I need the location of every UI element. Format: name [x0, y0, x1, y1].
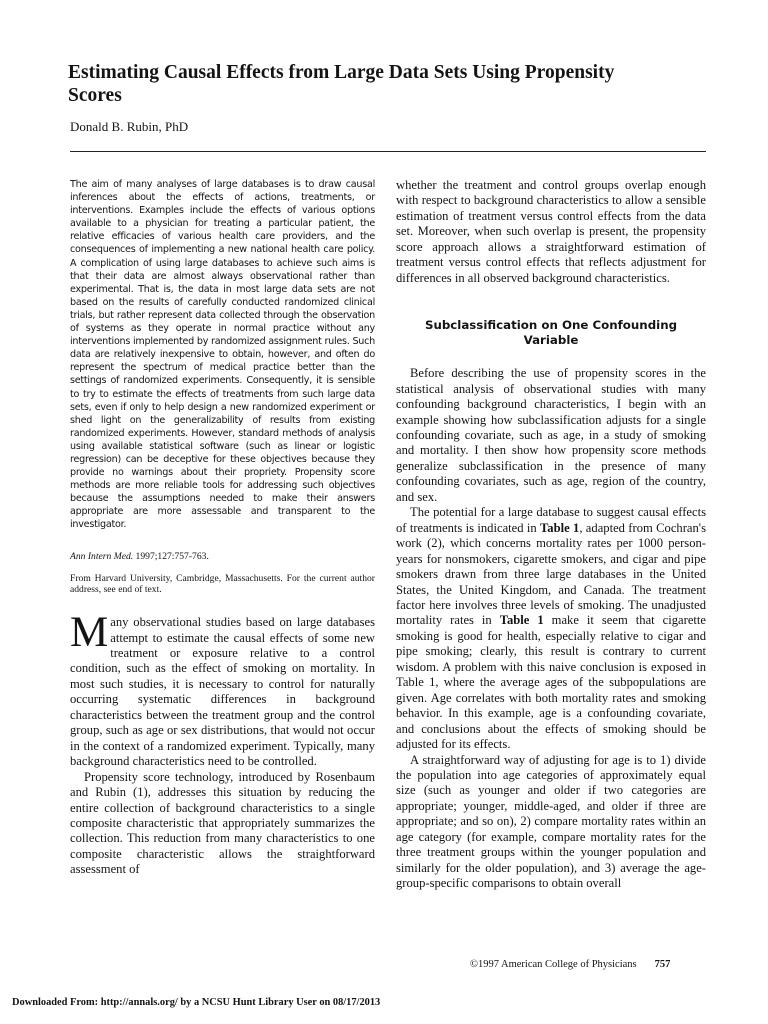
abstract: The aim of many analyses of large databases is to draw causal inferences about the effects of actions, treatments, or interventions. Examples include the effects of various options available to a physician for treating a particular patient, the relative efficacies of various health care providers, and the consequences of implementing a new national health care policy. A complication of using large databases to achieve such aims is that their data are almost always observational rather than experimental. That is, the data in most large data sets are not based on the results of carefully conducted randomized clinical trials, but rather represent data collected through the observation of systems as they operate in normal practice without any interventions implemented by randomized assignment rules. Such data are relatively inexpensive to obtain, however, and often do represent the spectrum of medical practice better than the settings of randomized experiments. Consequently, it is sensible to try to estimate the effects of treatments from such large data sets, even if only to help design a new randomized experiment or shed light on the generalizability of results from existing randomized experiments. However, standard methods of analysis using available statistical software (such as linear or logistic regression) can be deceptive for these objectives because they provide no warnings about their propriety. Propensity score methods are more reliable tools for addressing such objectives because the assumptions needed to make their answers appropriate are more assessable and transparent to the investigator.: [70, 179, 375, 531]
header-rule: [70, 151, 706, 152]
subclassification-paragraph: Before describing the use of propensity scores in the statistical analysis of observational studies with many confounding background characteristics, I begin with an example showing how subclassification adjusts for a single confounding covariate, such as age, in a study of smoking and mortality. I then show how propensity score methods generalize subclassification in the presence of many confounding covariates, such as age, region of the country, and sex.: [396, 366, 706, 504]
table-paragraph-part-a: The potential for a large database to suggest causal effects of treatments is indicated in: [396, 505, 706, 535]
citation-journal: Ann Intern Med.: [70, 550, 134, 562]
table-paragraph-part-b: , adapted from Cochran's work (2), which concerns mortality rates per 1000 person-years for nonsmokers, cigarette smokers, and cigar and pipe smokers drawn from three large databases in the United States, the United Kingdom, and Canada. The treatment factor here involves three levels of smoking. The unadjusted mortality rates in: [396, 520, 706, 628]
table-1-reference-2[interactable]: Table 1: [499, 613, 544, 628]
journal-citation: [70, 551, 375, 563]
adjustment-paragraph: A straightforward way of adjusting for age is to 1) divide the population into age categories of approximately equal size (such as younger and older if two categories are appropriate; younger, middle-aged, and older if three are appropriate; and so on), 2) compare mortality rates within an age category (for example, compare mortality rates for the three treatment groups within the younger population and similarly for the older population), and 3) average the age-group-specific comparisons to obtain overall: [396, 752, 706, 891]
table-1-reference[interactable]: Table 1: [540, 520, 580, 535]
propensity-paragraph: Propensity score technology, introduced by Rosenbaum and Rubin (1), addresses this situation by reducing the entire collection of background characteristics to a single composite characteristic that appropriately summarizes the collection. This reduction from many characteristics to one composite characteristic allows the straightforward assessment of: [70, 769, 375, 877]
page-footer: [470, 958, 670, 971]
propensity-paragraph-continued: whether the treatment and control groups overlap enough with respect to background characteristics to allow a sensible estimation of treatment versus control effects from the data set. Moreover, when such overlap is present, the propensity score approach allows a straightforward estimation of treatment versus control effects that reflects adjustment for differences in all observed background characteristics.: [396, 178, 706, 285]
author-name: Donald B. Rubin, PhD: [70, 119, 189, 134]
download-note: Downloaded From: http://annals.org/ by a NCSU Hunt Library User on 08/17/2013: [12, 997, 381, 1008]
article-title: Estimating Causal Effects from Large Data Sets Using Propensity Scores: [68, 62, 615, 106]
table-paragraph-part-c: make it seem that cigarette smoking is good for health, especially relative to cigar and pipe smoking; clearly, this result is contrary to current wisdom. A problem with this naive conclusion is exposed in Table 1, where the average ages of the subpopulations are given. Age correlates with both mortality rates and smoking behavior. In this example, age is a confounding covariate, and conclusions about the effects of smoking should be adjusted for its effects.: [396, 613, 706, 752]
intro-paragraph: Many observational studies based on large databases attempt to estimate the causal effects of some new treatment or exposure relative to a control condition, such as the effect of smoking on mortality. In most such studies, it is necessary to control for naturally occurring systematic differences in background characteristics between the treatment group and the control group, such as age or sex distributions, that would not occur in the context of a randomized experiment. Typically, many background characteristics need to be controlled.: [70, 609, 375, 769]
page-number: 757: [654, 959, 671, 970]
right-column: [396, 178, 706, 892]
author-affiliation: From Harvard University, Cambridge, Massachusetts. For the current author address, see end of text.: [70, 572, 375, 596]
table-paragraph: [396, 505, 706, 752]
copyright: ©1997 American College of Physicians: [470, 959, 637, 970]
section-heading: Subclassification on One Confounding Variable: [424, 318, 678, 348]
citation-details: 1997;127:757-763.: [133, 550, 209, 562]
left-column: [70, 178, 375, 878]
